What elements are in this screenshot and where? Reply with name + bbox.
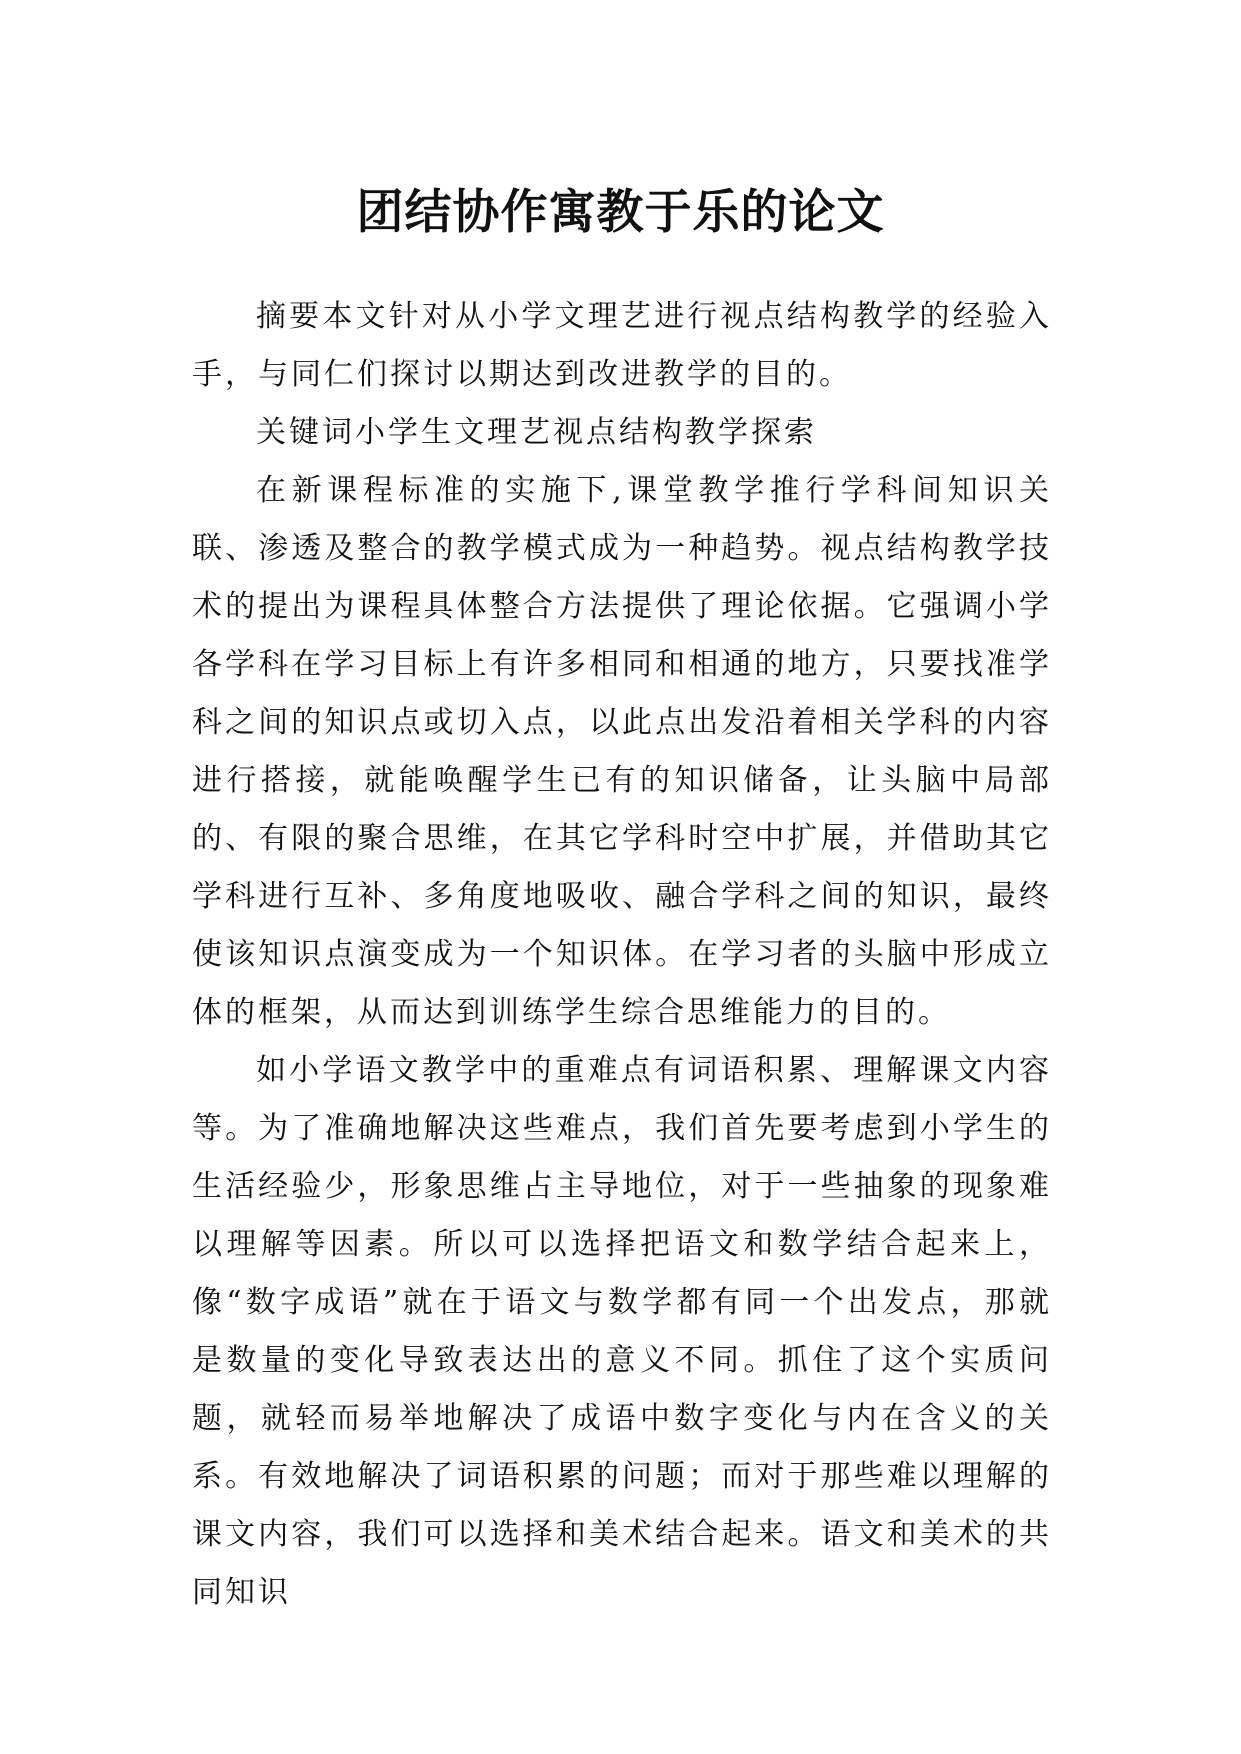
- abstract-paragraph: 摘要本文针对从小学文理艺进行视点结构教学的经验入手，与同仁们探讨以期达到改进教学的目的。: [192, 299, 1052, 392]
- document-title: 团结协作寓教于乐的论文: [356, 185, 885, 241]
- body-paragraph: 如小学语文教学中的重难点有词语积累、理解课文内容等。为了准确地解决这些难点，我们首先要考虑到小学生的生活经验少，形象思维占主导地位，对于一些抽象的现象难以理解等因素。所以可以选择把语文和数学结合起来上，像“数字成语”就在于语文与数学都有同一个出发点，那就是数量的变化导致表达出的意义不同。抓住了这个实质问题，就轻而易举地解决了成语中数字变化与内在含义的关系。有效地解决了词语积累的问题；而对于那些难以理解的课文内容，我们可以选择和美术结合起来。语文和美术的共同知识: [192, 1053, 1052, 1610]
- document-body: [192, 288, 1052, 1622]
- keywords-paragraph: 关键词小学生文理艺视点结构教学探索: [256, 415, 817, 450]
- body-paragraph: 在新课程标准的实施下,课堂教学推行学科间知识关联、渗透及整合的教学模式成为一种趋势。视点结构教学技术的提出为课程具体整合方法提供了理论依据。它强调小学各学科在学习目标上有许多相同和相通的地方，只要找准学科之间的知识点或切入点，以此点出发沿着相关学科的内容进行搭接，就能唤醒学生已有的知识储备，让头脑中局部的、有限的聚合思维，在其它学科时空中扩展，并借助其它学科进行互补、多角度地吸收、融合学科之间的知识，最终使该知识点演变成为一个知识体。在学习者的头脑中形成立体的框架，从而达到训练学生综合思维能力的目的。: [192, 473, 1052, 1030]
